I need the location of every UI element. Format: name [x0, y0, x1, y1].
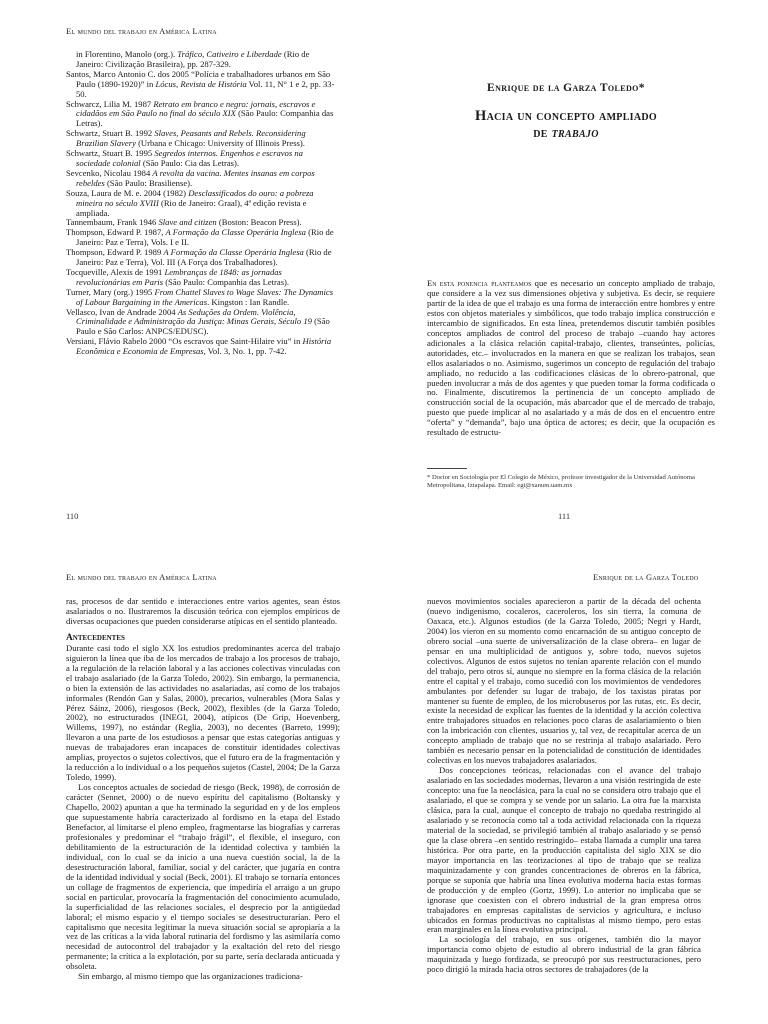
page-number: 111 [558, 511, 571, 521]
running-header: El mundo del trabajo en América Latina [66, 572, 217, 582]
footnote-rule [427, 468, 467, 469]
bibliography-entry: Schwartz, Stuart B. 1995 Segredos internos. Engenhos e escravos na sociedade colonial (São Paulo: Cia das Letras). [66, 148, 303, 168]
bibliography-entry: Thompson, Edward P. 1989 A Formação da Classe Operária Inglesa (Rio de Janeiro: Paz e Terra), Vol. III (A Força dos Trabalhadores). [66, 247, 332, 268]
running-header: Enrique de la Garza Toledo [593, 572, 699, 582]
title-line-1: Hacia un concepto ampliado [475, 108, 657, 124]
paragraph: Los conceptos actuales de sociedad de riesgo (Beck, 1998), de corrosión de carácter (Sennet, 2000) o de nuevo espíritu del capitalismo (Boltansky y Chapello, 2002) apuntan a que ha terminado la seguridad en y de los empleos que supuestamente habría caracterizado al fordismo en la etapa del Estado Benefactor, al limitarse el pleno empleo, fragmentarse las biografías y carreras profesionales y predominar el “trabajo frágil”, el flexible, el inseguro, con debilitamiento de la estructuración de la identidad colectiva y también la individual, con lo cual se da inicio a una nueva cuestión social, la de la desestructuración laboral, familiar, social y del carácter, que jugaría en contra de la identidad individual y social (Beck, 2001). El trabajo se tornaría entonces un collage de fragmentos de experiencia, que impediría el arraigo a un grupo social en particular, provocaría la fragmentación del conocimiento acumulado, la superficialidad de las relaciones sociales, el desprecio por la antigüedad laboral; el mismo espacio y el tiempo sociales se desestructurarían. Pero el capitalismo que necesita legitimar la nueva situación social se apropiaría a la vez de las críticas a la vida laboral rutinaria del fordismo y las asimilaría como necesidad de autocontrol del trabajador y la exaltación del reto del riesgo permanente; la crítica a la explotación, por su parte, sería declarada anticuada y obsoleta. [66, 782, 340, 972]
bibliography-entry: Turner, Mary (org.) 1995 From Chattel Slaves to Wage Slaves: The Dynamics of Labour Bargaining in the Americas. Kingston : Ian Randle. [66, 286, 334, 307]
paragraph: Dos concepciones teóricas, relacionadas con el avance del trabajo asalariado en las sociedades modernas, llevaron a una visión restringida de este concepto: una fue la neoclásica, para la cual no se considera otro trabajo que el asalariado, el que se compra y se vende por un salario. La otra fue la marxista clásica, para la cual, aunque el concepto de trabajo no quedaba restringido al asalariado y se reconocía como tal a toda actividad relacionada con la riqueza material de la sociedad, se privilegió también al trabajo asalariado y se pensó que la clase obrera –en sentido restringido– estaba llamada a cumplir una tarea histórica. Por otra parte, en la producción capitalista del siglo XIX se dio mayor importancia en las teorizaciones al tipo de trabajo que se realiza maquinizadamente y con grandes concentraciones de obreros en la fábrica, porque se suponía que habría una línea evolutiva moderna hacia estas formas de producción y de empleo (Gortz, 1999). Lo anterior no implicaba que se ignorase que coexisten con el obrero industrial de la gran empresa otros trabajadores en empresas capitalistas de servicios y agricultura, e incluso ubicados en formas productivas no capitalistas al mismo tiempo, pero estas eran marginales en la línea evolutiva principal. [427, 765, 701, 935]
text-column-left [66, 597, 340, 982]
bibliography-entry: in Florentino, Manolo (org.). Tráfico, Cativeiro e Liberdade (Rio de Janeiro: Civilização Brasileira), pp. 287-329. [76, 49, 310, 69]
bibliography-entry: Thompson, Edward P. 1987, A Formação da Classe Operária Inglesa (Rio de Janeiro: Paz e Terra), Vols. I e II. [66, 227, 334, 248]
bibliography-entry: Schwarcz, Lilia M. 1987 Retrato em branco e negro: jornais, escravos e cidadãos em São Paulo no final do século XIX (São Paulo: Companhia das Letras). [66, 98, 334, 129]
bibliography-entry: Versiani, Flávio Rabelo 2000 “Os escravos que Saint-Hilaire viu” in História Econômica e Economia de Empresas, Vol. 3, No. 1, pp. 7-42. [66, 336, 332, 357]
section-heading: Antecedentes [66, 632, 125, 643]
paragraph: nuevos movimientos sociales aparecieron a partir de la década del ochenta (nuevo indigenismo, cocaleros, caceroleros, los sin tierra, la comuna de Oaxaca, etc.). Algunos estudios (de la Garza Toledo, 2005; Negri y Hardt, 2004) los vieron en su momento como encarnación de su antiguo concepto de obrero social –una suerte de universalización de la clase obrera– en lugar de pensar en una multiplicidad de antiguos y, sobre todo, nuevos sujetos colectivos. Algunos de estos sujetos no tenían aparente relación con el mundo del trabajo, pero otros sí, aunque no siempre en la forma clásica de la relación entre el capital y el trabajo, como sucedió con los movimientos de vendedores ambulantes por defender su lugar de trabajo, de los taxistas piratas por mantener su fuente de empleo, de los microbuseros por las rutas, etc. Es decir, existe la necesidad de explicar las fuentes de la identidad y la acción colectiva entre trabajadores situados en relaciones poco claras de asalariamiento o bien con la imbricación con clientes, usuarios y, tal vez, de recapitular acerca de un concepto ampliado de trabajo que no se restrinja al trabajo asalariado. Pero también es necesario pensar en la potencialidad de constitución de identidades colectivas en los nuevos trabajadores asalariados. [427, 596, 701, 766]
abstract-paragraph: En esta ponencia planteamos que es necesario un concepto ampliado de trabajo, que considere a la vez sus dimensiones objetiva y subjetiva. Es decir, se requiere partir de la idea de que el trabajo es una forma de interacción entre hombres y entre estos con objetos materiales y simbólicos, que todo trabajo implica construcción e intercambio de significados. En esta línea, pretendemos discutir también posibles conceptos ampliados de control del proceso de trabajo –cuando hay actores adicionales a la clásica relación capital-trabajo, clientes, transeúntes, policías, autoridades, etc.– involucrados en la manera en que se realizan los trabajos, sean ellos asalariados o no. Asimismo, sugerimos un concepto de regulación del trabajo ampliado, no reducido a las codificaciones clásicas de lo obrero-patronal, que pueden involucrar a más de dos agentes y que pueden tomar la forma codificada o no. Finalmente, discutiremos la pertinencia de un concepto ampliado de construcción social de la ocupación, más abarcador que el de mercado de trabajo, puesto que puede implicar al no asalariado y a más de dos en el encuentro entre “oferta” y “demanda”, bajo una óptica de actores; es decir, que la ocupación es resultado de estructu- [427, 278, 715, 438]
bibliography-entry: Tocqueville, Alexis de 1991 Lembranças de 1848: as jornadas revolucionárias em Paris (São Paulo: Companhia das Letras). [66, 266, 290, 287]
bibliography-list [66, 50, 336, 357]
running-header: El mundo del trabajo en América Latina [66, 26, 217, 36]
bibliography-entry: Schwartz, Stuart B. 1992 Slaves, Peasants and Rebels. Reconsidering Brazilian Slavery (Urbana e Chicago: University of Illinois Press). [66, 128, 306, 149]
page-number: 110 [66, 511, 79, 521]
bibliography-entry: Sevcenko, Nicolau 1984 A revolta da vacina. Mentes insanas em corpos rebeldes (São Paulo: Brasiliense). [66, 167, 315, 188]
author-name: Enrique de la Garza Toledo* [487, 82, 645, 94]
paragraph: La sociología del trabajo, en sus orígenes, también dio la mayor importancia como objeto de estudio al obrero industrial de la gran fábrica maquinizada y luego fordizada, se preocupó por sus reestructuraciones, pero poco dirigió la mirada hacia otros sectores de trabajadores (de la [427, 934, 701, 975]
author-footnote: * Doctor en Sociología por El Colegio de México, profesor investigador de la Universidad Autónoma Metropolitana, Iztapalapa. Email: egt@xanum.uam.mx [427, 474, 695, 489]
paragraph: Durante casi todo el siglo XX los estudios predominantes acerca del trabajo siguieron la línea que iba de los mercados de trabajo a los procesos de trabajo, a la regulación de la relación laboral y a las acciones colectivas vinculadas con el trabajo asalariado (de la Garza Toledo, 2002). Sin embargo, la permanencia, o bien la extensión de las actividades no asalariadas, así como de los trabajos informales (Rendón Gan y Salas, 2000), precarios, vulnerables (Mora Salas y Pérez Sáinz, 2006), riesgosos (Beck, 2002), flexibles (de la Garza Toledo, 2002), no estructurados (INEGI, 2004), atípicos (De Grip, Hoevenberg, Willems, 1997), no estándar (Reglia, 2003), no decentes (Barreto, 1999); llevaron a una parte de los estudiosos a pensar que estas categorías antiguas y nuevas de trabajadores eran incapaces de constituir identidades colectivas amplias, proyectos o sujetos colectivos, que el futuro era de la fragmentación y la reducción a lo individual o a los pequeños sujetos (Castel, 2004; De la Garza Toledo, 1999). [66, 642, 340, 783]
intro-paragraph: ras, procesos de dar sentido e interacciones entre varios agentes, sean éstos asalariados o no. Ilustraremos la discusión teórica con ejemplos empíricos de diversas ocupaciones que pueden considerarse atípicas en el sentido planteado. [66, 596, 340, 626]
bibliography-entry: Souza, Laura de M. e. 2004 (1982) Desclassificados do ouro: a pobreza mineira no século XVIII (Rio de Janeiro: Graal), 4ª edição revista e ampliada. [66, 187, 314, 218]
bibliography-entry: Santos, Marco Antonio C. dos 2005 “Polícia e trabalhadores urbanos em São Paulo (1890-1920)” in Lócus, Revista de História Vol. 11, N° 1 e 2, pp. 33-50. [66, 68, 335, 99]
title-line-2: de trabajo [533, 125, 599, 141]
text-column-right [427, 597, 701, 975]
article-title [416, 108, 716, 142]
paragraph: Sin embargo, al mismo tiempo que las organizaciones tradiciona- [78, 971, 303, 982]
bibliography-entry: Tannembaum, Frank 1946 Slave and citizen (Boston: Beacon Press). [66, 217, 302, 228]
lead-in: En esta ponencia planteamos [427, 278, 532, 288]
bibliography-entry: Vellasco, Ivan de Andrade 2004 As Seduções da Ordem. Violência, Criminalidade e Administração da Justiça: Minas Gerais, Século 19 (São Paulo e São Carlos: ANPCS/EDUSC). [66, 306, 330, 337]
